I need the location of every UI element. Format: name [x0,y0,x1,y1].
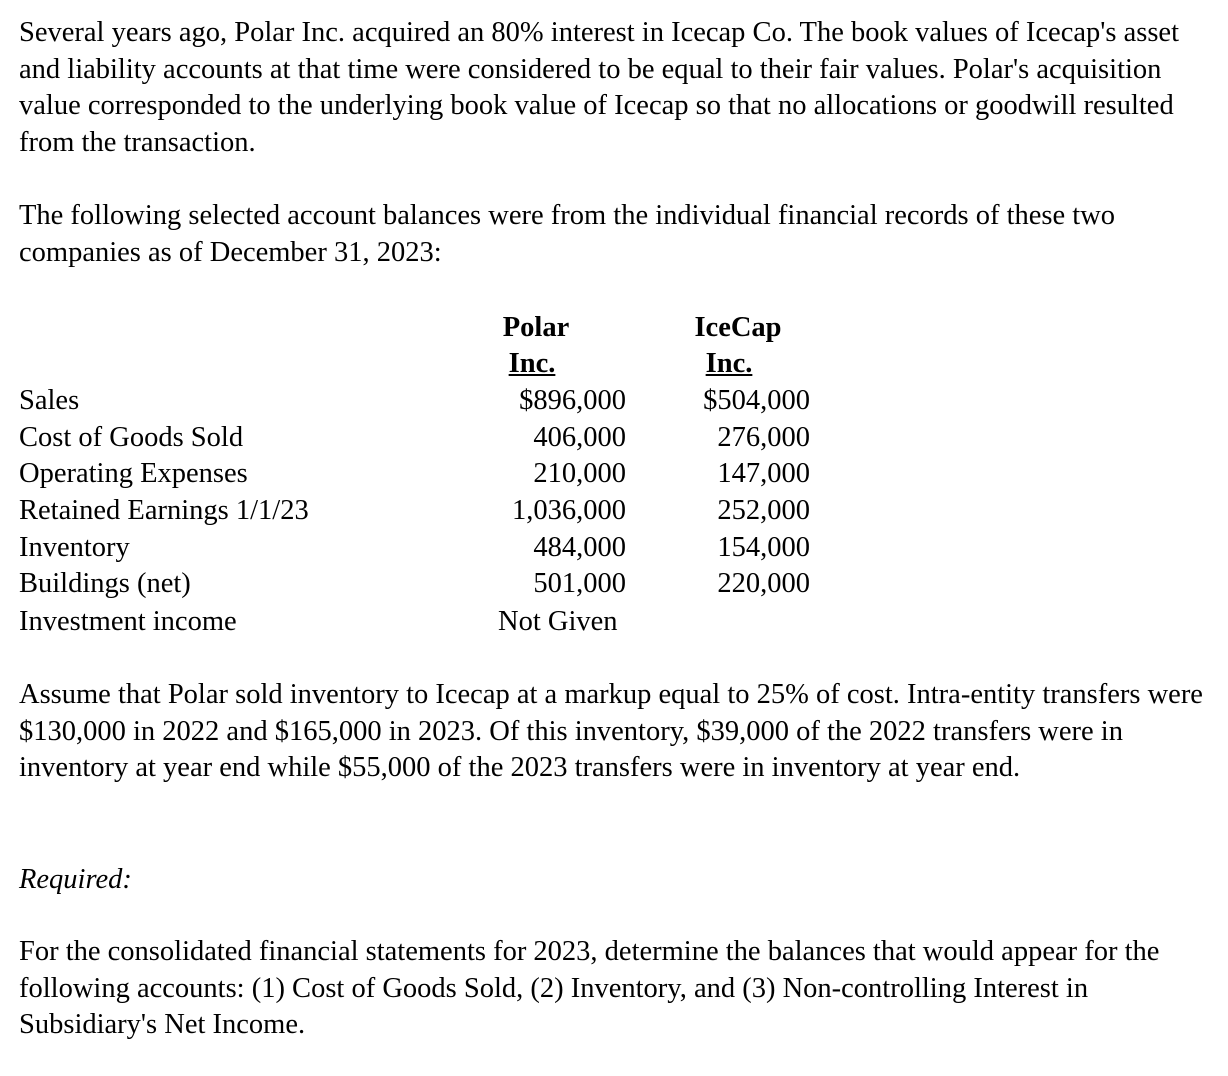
polar-value: 484,000 [533,532,626,563]
row-label: Retained Earnings 1/1/23 [19,495,309,526]
icecap-column-header-line1: IceCap [694,312,782,343]
icecap-value: 220,000 [717,568,810,599]
icecap-column-header-line2: Inc. [705,348,753,379]
polar-value: 406,000 [533,422,626,453]
polar-value: Not Given [498,606,618,637]
question-paragraph: For the consolidated financial statements for 2023, determine the balances that would appear for the following accounts: (1) Cost of Goods Sold, (2) Inventory, and (3) Non-controlling Interest in Subsidiary's Net Income. [19,936,1160,1040]
polar-value: 501,000 [533,568,626,599]
row-label: Buildings (net) [19,568,191,599]
icecap-value: 154,000 [717,532,810,563]
icecap-value: $504,000 [703,385,810,416]
assumption-paragraph: Assume that Polar sold inventory to Icecap at a markup equal to 25% of cost. Intra-entity transfers were $130,000 in 2022 and $165,000 in 2023. Of this inventory, $39,000 of the 2022 transfers were in inventory at year end while $55,000 of the 2023 transfers were in inventory at year end. [19,679,1203,783]
row-label: Investment income [19,606,237,637]
polar-value: 210,000 [533,458,626,489]
row-label: Cost of Goods Sold [19,422,244,453]
icecap-value: 147,000 [717,458,810,489]
icecap-value: 252,000 [717,495,810,526]
row-label: Inventory [19,532,130,563]
row-label: Operating Expenses [19,458,248,489]
icecap-value: 276,000 [717,422,810,453]
intro-paragraph: Several years ago, Polar Inc. acquired an 80% interest in Icecap Co. The book values of Icecap's asset and liability accounts at that time were considered to be equal to their fair values. Polar's acquisition value corresponded to the underlying book value of Icecap so that no allocations or goodwill resulted from the transaction. [19,17,1179,158]
polar-value: 1,036,000 [512,495,626,526]
polar-column-header-line1: Polar [502,312,570,343]
polar-value: $896,000 [519,385,626,416]
polar-column-header-line2: Inc. [508,348,556,379]
lead-in-paragraph: The following selected account balances were from the individual financial records of these two companies as of December 31, 2023: [19,200,1116,268]
required-label: Required: [19,864,132,895]
row-label: Sales [19,385,80,416]
